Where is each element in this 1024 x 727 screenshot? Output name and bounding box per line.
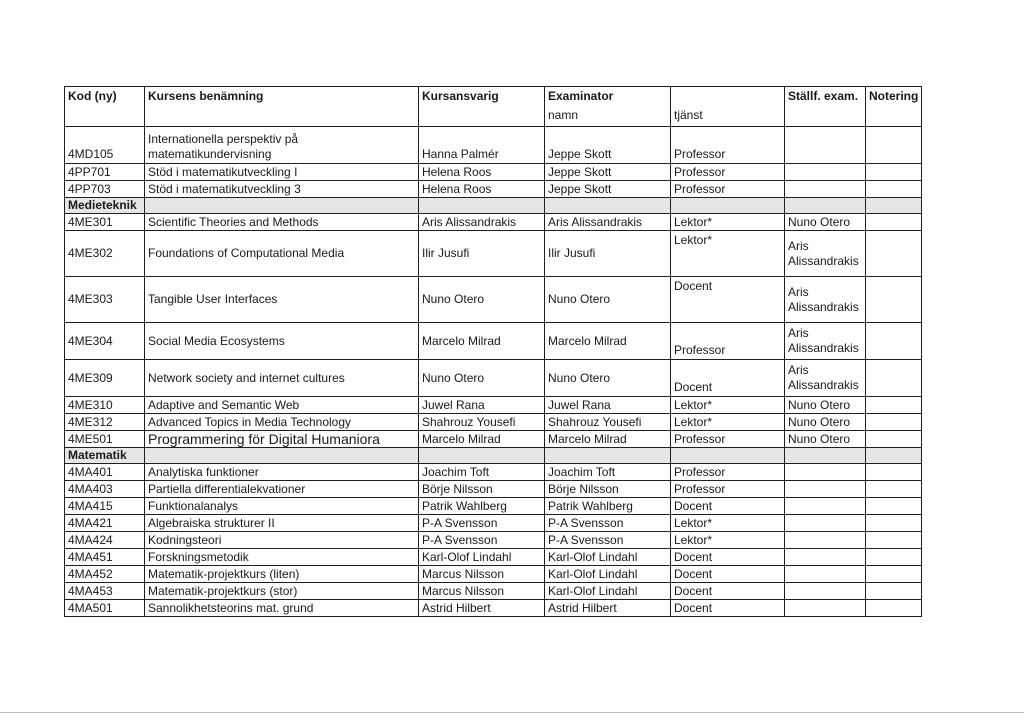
cell-tjanst: Professor bbox=[671, 127, 785, 164]
table-row bbox=[65, 515, 922, 532]
cell-examinator: Nuno Otero bbox=[545, 360, 671, 397]
header-notering: Notering bbox=[866, 87, 922, 127]
table-row bbox=[65, 498, 922, 515]
cell-kod: 4PP703 bbox=[65, 181, 145, 198]
cell-notering bbox=[866, 515, 922, 532]
header-examinator-label: Examinator bbox=[548, 89, 614, 103]
cell-kurs: Analytiska funktioner bbox=[145, 464, 419, 481]
cell-stallf bbox=[785, 464, 866, 481]
cell-notering bbox=[866, 397, 922, 414]
cell-notering bbox=[866, 464, 922, 481]
cell-kurs: Adaptive and Semantic Web bbox=[145, 397, 419, 414]
cell-stallf: Aris Alissandrakis bbox=[785, 323, 866, 360]
cell-examinator: Jeppe Skott bbox=[545, 181, 671, 198]
header-tjanst-cell bbox=[671, 87, 785, 127]
header-row bbox=[65, 87, 922, 127]
cell-kurs: Funktionalanalys bbox=[145, 498, 419, 515]
cell-kod: 4MA451 bbox=[65, 549, 145, 566]
cell-kurs: Forskningsmetodik bbox=[145, 549, 419, 566]
table-row bbox=[65, 277, 922, 323]
table-row bbox=[65, 583, 922, 600]
cell-stallf bbox=[785, 583, 866, 600]
cell-stallf: Aris Alissandrakis bbox=[785, 231, 866, 277]
cell-examinator: Karl-Olof Lindahl bbox=[545, 583, 671, 600]
cell-stallf bbox=[785, 515, 866, 532]
cell-notering bbox=[866, 431, 922, 448]
cell-examinator: Jeppe Skott bbox=[545, 127, 671, 164]
header-kod: Kod (ny) bbox=[65, 87, 145, 127]
cell-tjanst: Lektor* bbox=[671, 214, 785, 231]
header-examinator bbox=[545, 87, 671, 127]
cell-examinator: Juwel Rana bbox=[545, 397, 671, 414]
table-row bbox=[65, 164, 922, 181]
cell-tjanst: Docent bbox=[671, 566, 785, 583]
cell-notering bbox=[866, 277, 922, 323]
cell-kurs: Internationella perspektiv på matematikundervisning bbox=[145, 127, 419, 164]
cell-stallf bbox=[785, 566, 866, 583]
table-row bbox=[65, 431, 922, 448]
cell-examinator: Patrik Wahlberg bbox=[545, 498, 671, 515]
cell-kod: 4ME304 bbox=[65, 323, 145, 360]
cell-tjanst: Lektor* bbox=[671, 231, 785, 277]
cell-kod: 4MA421 bbox=[65, 515, 145, 532]
cell-ansvarig: Marcus Nilsson bbox=[419, 566, 545, 583]
cell-kurs: Stöd i matematikutveckling I bbox=[145, 164, 419, 181]
cell-stallf: Aris Alissandrakis bbox=[785, 277, 866, 323]
table-row bbox=[65, 214, 922, 231]
cell-ansvarig: Börje Nilsson bbox=[419, 481, 545, 498]
cell-ansvarig: Nuno Otero bbox=[419, 277, 545, 323]
cell-stallf bbox=[785, 127, 866, 164]
cell-kod: 4ME303 bbox=[65, 277, 145, 323]
cell-stallf bbox=[785, 164, 866, 181]
course-table bbox=[64, 86, 922, 617]
cell-stallf: Aris Alissandrakis bbox=[785, 360, 866, 397]
cell-notering bbox=[866, 583, 922, 600]
cell-kurs: Tangible User Interfaces bbox=[145, 277, 419, 323]
cell-stallf bbox=[785, 600, 866, 617]
cell-ansvarig: Ilir Jusufi bbox=[419, 231, 545, 277]
cell-ansvarig: Marcelo Milrad bbox=[419, 323, 545, 360]
cell-ansvarig: Marcelo Milrad bbox=[419, 431, 545, 448]
cell-kod: 4MA453 bbox=[65, 583, 145, 600]
header-tjanst: tjänst bbox=[674, 108, 703, 122]
header-stallf: Ställf. exam. bbox=[785, 87, 866, 127]
cell-stallf bbox=[785, 532, 866, 549]
cell-examinator: Shahrouz Yousefi bbox=[545, 414, 671, 431]
header-namn: namn bbox=[548, 108, 579, 122]
cell-kod: 4MA452 bbox=[65, 566, 145, 583]
cell-ansvarig: Helena Roos bbox=[419, 164, 545, 181]
cell-tjanst: Docent bbox=[671, 600, 785, 617]
cell-stallf bbox=[785, 181, 866, 198]
table-row bbox=[65, 127, 922, 164]
cell-ansvarig: Karl-Olof Lindahl bbox=[419, 549, 545, 566]
cell-examinator: Aris Alissandrakis bbox=[545, 214, 671, 231]
table-row bbox=[65, 481, 922, 498]
cell-examinator: Jeppe Skott bbox=[545, 164, 671, 181]
cell-kod: 4ME310 bbox=[65, 397, 145, 414]
section-title: Matematik bbox=[65, 448, 145, 464]
cell-examinator: P-A Svensson bbox=[545, 515, 671, 532]
cell-kurs: Partiella differentialekvationer bbox=[145, 481, 419, 498]
cell-ansvarig: Astrid Hilbert bbox=[419, 600, 545, 617]
cell-kurs: Stöd i matematikutveckling 3 bbox=[145, 181, 419, 198]
cell-tjanst: Docent bbox=[671, 277, 785, 323]
cell-notering bbox=[866, 532, 922, 549]
cell-ansvarig: Helena Roos bbox=[419, 181, 545, 198]
cell-kod: 4ME501 bbox=[65, 431, 145, 448]
cell-notering bbox=[866, 127, 922, 164]
cell-ansvarig: P-A Svensson bbox=[419, 532, 545, 549]
cell-kod: 4ME301 bbox=[65, 214, 145, 231]
cell-ansvarig: Hanna Palmér bbox=[419, 127, 545, 164]
section-title: Medieteknik bbox=[65, 198, 145, 214]
cell-kod: 4PP701 bbox=[65, 164, 145, 181]
cell-tjanst: Lektor* bbox=[671, 397, 785, 414]
cell-kurs: Advanced Topics in Media Technology bbox=[145, 414, 419, 431]
cell-stallf: Nuno Otero bbox=[785, 431, 866, 448]
scan-edge-line bbox=[0, 712, 1024, 713]
cell-kod: 4ME312 bbox=[65, 414, 145, 431]
cell-examinator: Astrid Hilbert bbox=[545, 600, 671, 617]
cell-stallf bbox=[785, 481, 866, 498]
table-row bbox=[65, 360, 922, 397]
cell-tjanst: Lektor* bbox=[671, 532, 785, 549]
cell-kod: 4ME302 bbox=[65, 231, 145, 277]
table-row bbox=[65, 532, 922, 549]
cell-tjanst: Professor bbox=[671, 164, 785, 181]
cell-ansvarig: Aris Alissandrakis bbox=[419, 214, 545, 231]
cell-kurs: Sannolikhetsteorins mat. grund bbox=[145, 600, 419, 617]
cell-notering bbox=[866, 498, 922, 515]
section-row bbox=[65, 448, 922, 464]
cell-ansvarig: Patrik Wahlberg bbox=[419, 498, 545, 515]
cell-tjanst: Professor bbox=[671, 431, 785, 448]
cell-tjanst: Docent bbox=[671, 498, 785, 515]
section-row bbox=[65, 198, 922, 214]
cell-tjanst: Docent bbox=[671, 583, 785, 600]
cell-tjanst: Lektor* bbox=[671, 414, 785, 431]
cell-notering bbox=[866, 481, 922, 498]
cell-kurs: Foundations of Computational Media bbox=[145, 231, 419, 277]
cell-stallf: Nuno Otero bbox=[785, 414, 866, 431]
header-ansvarig: Kursansvarig bbox=[419, 87, 545, 127]
cell-tjanst: Professor bbox=[671, 323, 785, 360]
table-row bbox=[65, 549, 922, 566]
cell-examinator: P-A Svensson bbox=[545, 532, 671, 549]
cell-tjanst: Docent bbox=[671, 549, 785, 566]
cell-examinator: Marcelo Milrad bbox=[545, 431, 671, 448]
cell-stallf: Nuno Otero bbox=[785, 397, 866, 414]
cell-stallf bbox=[785, 498, 866, 515]
cell-kod: 4MA501 bbox=[65, 600, 145, 617]
cell-notering bbox=[866, 231, 922, 277]
cell-kurs: Kodningsteori bbox=[145, 532, 419, 549]
cell-tjanst: Docent bbox=[671, 360, 785, 397]
cell-notering bbox=[866, 600, 922, 617]
cell-tjanst: Professor bbox=[671, 481, 785, 498]
cell-kod: 4MA415 bbox=[65, 498, 145, 515]
cell-kod: 4MA403 bbox=[65, 481, 145, 498]
cell-ansvarig: Joachim Toft bbox=[419, 464, 545, 481]
cell-stallf: Nuno Otero bbox=[785, 214, 866, 231]
table-row bbox=[65, 566, 922, 583]
cell-stallf bbox=[785, 549, 866, 566]
cell-notering bbox=[866, 214, 922, 231]
cell-tjanst: Professor bbox=[671, 464, 785, 481]
cell-examinator: Joachim Toft bbox=[545, 464, 671, 481]
cell-notering bbox=[866, 566, 922, 583]
cell-notering bbox=[866, 360, 922, 397]
table-row bbox=[65, 231, 922, 277]
cell-tjanst: Professor bbox=[671, 181, 785, 198]
cell-kurs: Network society and internet cultures bbox=[145, 360, 419, 397]
cell-kod: 4MD105 bbox=[65, 127, 145, 164]
cell-notering bbox=[866, 549, 922, 566]
course-table-wrapper bbox=[64, 86, 922, 617]
table-row bbox=[65, 464, 922, 481]
table-row bbox=[65, 414, 922, 431]
cell-kurs: Matematik-projektkurs (liten) bbox=[145, 566, 419, 583]
cell-notering bbox=[866, 323, 922, 360]
cell-kod: 4ME309 bbox=[65, 360, 145, 397]
cell-ansvarig: Juwel Rana bbox=[419, 397, 545, 414]
table-row bbox=[65, 397, 922, 414]
cell-tjanst: Lektor* bbox=[671, 515, 785, 532]
header-kurs: Kursens benämning bbox=[145, 87, 419, 127]
table-row bbox=[65, 181, 922, 198]
cell-kurs: Social Media Ecosystems bbox=[145, 323, 419, 360]
cell-kurs: Programmering för Digital Humaniora bbox=[145, 431, 419, 448]
cell-examinator: Karl-Olof Lindahl bbox=[545, 566, 671, 583]
cell-examinator: Nuno Otero bbox=[545, 277, 671, 323]
table-row bbox=[65, 600, 922, 617]
cell-ansvarig: P-A Svensson bbox=[419, 515, 545, 532]
cell-examinator: Marcelo Milrad bbox=[545, 323, 671, 360]
cell-notering bbox=[866, 181, 922, 198]
cell-examinator: Karl-Olof Lindahl bbox=[545, 549, 671, 566]
cell-notering bbox=[866, 164, 922, 181]
cell-kod: 4MA401 bbox=[65, 464, 145, 481]
cell-kurs: Algebraiska strukturer II bbox=[145, 515, 419, 532]
cell-examinator: Ilir Jusufi bbox=[545, 231, 671, 277]
cell-ansvarig: Shahrouz Yousefi bbox=[419, 414, 545, 431]
table-row bbox=[65, 323, 922, 360]
cell-examinator: Börje Nilsson bbox=[545, 481, 671, 498]
cell-notering bbox=[866, 414, 922, 431]
cell-kod: 4MA424 bbox=[65, 532, 145, 549]
cell-kurs: Matematik-projektkurs (stor) bbox=[145, 583, 419, 600]
cell-ansvarig: Nuno Otero bbox=[419, 360, 545, 397]
cell-kurs: Scientific Theories and Methods bbox=[145, 214, 419, 231]
cell-ansvarig: Marcus Nilsson bbox=[419, 583, 545, 600]
